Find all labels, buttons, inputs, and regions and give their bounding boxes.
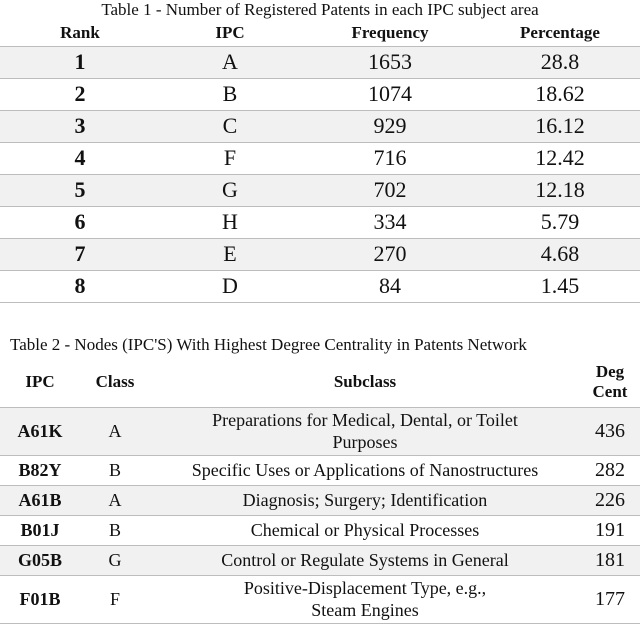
deg-cent-cell: 226	[595, 489, 625, 511]
table-row	[0, 206, 640, 238]
class-cell: A	[108, 421, 122, 441]
frequency-cell: 702	[373, 177, 407, 202]
ipc-cell: B01J	[20, 520, 60, 540]
header-ipc: IPC	[25, 371, 55, 391]
ipc-cell: H	[222, 209, 238, 234]
table-row	[0, 110, 640, 142]
deg-cent-cell: 436	[595, 420, 625, 442]
header-subclass: Subclass	[333, 371, 397, 391]
table-row	[0, 485, 640, 515]
rank-cell: 6	[74, 209, 86, 234]
header-rank: Rank	[60, 22, 100, 42]
table2-header-row	[0, 357, 640, 407]
percentage-cell: 1.45	[540, 273, 580, 298]
table-row	[0, 515, 640, 545]
ipc-cell: F01B	[19, 589, 61, 609]
class-cell: F	[109, 589, 120, 609]
ipc-cell: B	[222, 81, 238, 106]
subclass-cell: Positive-Displacement Type, e.g., Steam Engines	[243, 578, 487, 620]
table-row	[0, 270, 640, 302]
rank-cell: 3	[74, 113, 86, 138]
table-row	[0, 174, 640, 206]
header-class: Class	[95, 371, 135, 391]
header-ipc: IPC	[215, 22, 245, 42]
frequency-cell: 334	[373, 209, 407, 234]
frequency-cell: 716	[373, 145, 407, 170]
table-row	[0, 142, 640, 174]
table-row	[0, 545, 640, 575]
deg-cent-cell: 177	[595, 588, 625, 610]
ipc-cell: B82Y	[18, 460, 62, 480]
header-percentage: Percentage	[520, 22, 600, 42]
class-cell: A	[108, 490, 122, 510]
ipc-cell: F	[223, 145, 237, 170]
ipc-cell: A61K	[17, 421, 63, 441]
frequency-cell: 270	[373, 241, 407, 266]
table2-caption: Table 2 - Nodes (IPC'S) With Highest Degree Centrality in Patents Network	[10, 335, 527, 354]
frequency-cell: 929	[373, 113, 407, 138]
percentage-cell: 16.12	[535, 113, 585, 138]
ipc-cell: E	[223, 241, 237, 266]
subclass-cell: Specific Uses or Applications of Nanostructures	[191, 460, 539, 480]
deg-cent-cell: 181	[595, 549, 625, 571]
rank-cell: 2	[74, 81, 86, 106]
table-row	[0, 407, 640, 455]
ipc-cell: A	[222, 49, 238, 74]
header-deg-cent: Deg Cent	[592, 361, 628, 401]
table1	[0, 20, 640, 303]
table1-caption: Table 1 - Number of Registered Patents in each IPC subject area	[101, 0, 539, 19]
frequency-cell: 1074	[368, 81, 412, 106]
rank-cell: 4	[74, 145, 86, 170]
rank-cell: 5	[74, 177, 86, 202]
percentage-cell: 12.42	[535, 145, 585, 170]
table-row	[0, 238, 640, 270]
rank-cell: 8	[74, 273, 86, 298]
rank-cell: 1	[74, 49, 86, 74]
frequency-cell: 84	[379, 273, 401, 298]
percentage-cell: 18.62	[535, 81, 585, 106]
table2	[0, 357, 640, 624]
percentage-cell: 4.68	[540, 241, 580, 266]
frequency-cell: 1653	[368, 49, 412, 74]
subclass-cell: Preparations for Medical, Dental, or Toilet Purposes	[212, 410, 518, 452]
percentage-cell: 28.8	[540, 49, 580, 74]
subclass-cell: Chemical or Physical Processes	[250, 520, 480, 540]
ipc-cell: G05B	[17, 550, 62, 570]
class-cell: B	[108, 460, 121, 480]
subclass-cell: Diagnosis; Surgery; Identification	[242, 490, 488, 510]
table1-header-row	[0, 20, 640, 46]
class-cell: B	[108, 520, 121, 540]
table-row	[0, 46, 640, 78]
table-row	[0, 455, 640, 485]
ipc-cell: A61B	[18, 490, 62, 510]
table-row	[0, 78, 640, 110]
header-frequency: Frequency	[351, 22, 429, 42]
deg-cent-cell: 191	[595, 519, 625, 541]
ipc-cell: D	[222, 273, 238, 298]
ipc-cell: G	[222, 177, 238, 202]
percentage-cell: 12.18	[535, 177, 585, 202]
rank-cell: 7	[74, 241, 86, 266]
class-cell: G	[108, 550, 122, 570]
subclass-cell: Control or Regulate Systems in General	[221, 550, 509, 570]
percentage-cell: 5.79	[540, 209, 580, 234]
ipc-cell: C	[222, 113, 238, 138]
table-row	[0, 575, 640, 623]
deg-cent-cell: 282	[595, 459, 625, 481]
